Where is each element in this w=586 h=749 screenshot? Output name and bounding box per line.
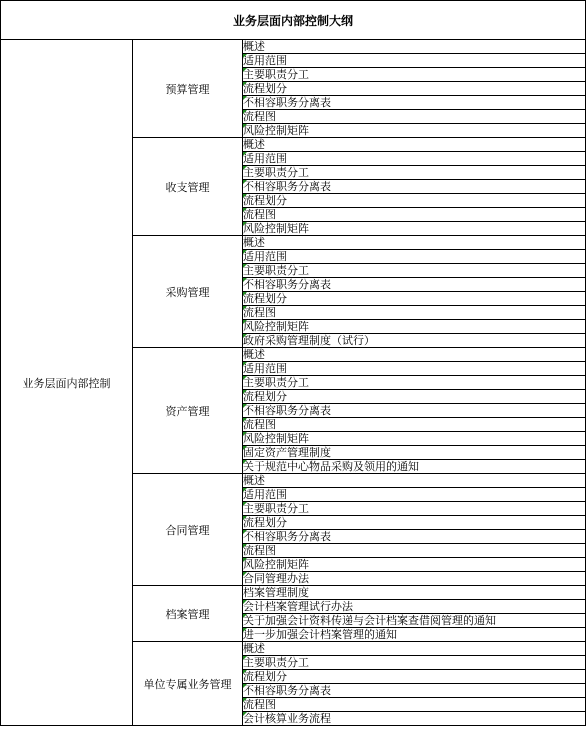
outline-item: 流程划分 [243,82,586,96]
outline-item: 不相容职务分离表 [243,278,586,292]
outline-item: 风险控制矩阵 [243,320,586,334]
section-name-cell: 合同管理 [133,474,243,586]
outline-item: 政府采购管理制度（试行） [243,334,586,348]
outline-item: 会计档案管理试行办法 [243,600,586,614]
section-name-cell: 单位专属业务管理 [133,642,243,726]
outline-item: 适用范围 [243,362,586,376]
outline-item: 概述 [243,40,586,54]
outline-item: 流程图 [243,306,586,320]
outline-item: 进一步加强会计档案管理的通知 [243,628,586,642]
outline-item: 适用范围 [243,488,586,502]
outline-item: 合同管理办法 [243,572,586,586]
outline-item: 不相容职务分离表 [243,96,586,110]
outline-item: 概述 [243,138,586,152]
outline-item: 概述 [243,348,586,362]
outline-item: 流程划分 [243,516,586,530]
outline-item: 不相容职务分离表 [243,404,586,418]
document-title: 业务层面内部控制大纲 [0,0,586,40]
outline-table [0,39,586,726]
outline-item: 概述 [243,642,586,656]
outline-item: 风险控制矩阵 [243,222,586,236]
outline-item: 适用范围 [243,250,586,264]
outline-item: 主要职责分工 [243,264,586,278]
outline-item: 适用范围 [243,54,586,68]
outline-item: 主要职责分工 [243,502,586,516]
outline-item: 不相容职务分离表 [243,684,586,698]
outline-item: 风险控制矩阵 [243,124,586,138]
outline-item: 流程图 [243,544,586,558]
outline-item: 固定资产管理制度 [243,446,586,460]
outline-body [1,40,586,726]
outline-item: 不相容职务分离表 [243,530,586,544]
outline-item: 流程图 [243,418,586,432]
outline-item: 流程划分 [243,390,586,404]
outline-item: 概述 [243,474,586,488]
outline-item: 流程图 [243,698,586,712]
outline-item: 主要职责分工 [243,68,586,82]
outline-item: 风险控制矩阵 [243,558,586,572]
section-name-cell: 采购管理 [133,236,243,348]
outline-item: 不相容职务分离表 [243,180,586,194]
main-category-cell: 业务层面内部控制 [1,40,133,726]
outline-item: 适用范围 [243,152,586,166]
outline-item: 关于规范中心物品采购及领用的通知 [243,460,586,474]
outline-item: 流程划分 [243,194,586,208]
outline-item: 主要职责分工 [243,166,586,180]
section-name-cell: 档案管理 [133,586,243,642]
outline-row [1,40,586,54]
outline-item: 流程图 [243,208,586,222]
outline-item: 会计核算业务流程 [243,712,586,726]
section-name-cell: 资产管理 [133,348,243,474]
outline-item: 流程图 [243,110,586,124]
outline-item: 风险控制矩阵 [243,432,586,446]
outline-item: 关于加强会计资料传递与会计档案查借阅管理的通知 [243,614,586,628]
outline-item: 档案管理制度 [243,586,586,600]
outline-item: 流程划分 [243,292,586,306]
section-name-cell: 预算管理 [133,40,243,138]
outline-item: 流程划分 [243,670,586,684]
outline-item: 主要职责分工 [243,656,586,670]
outline-item: 概述 [243,236,586,250]
outline-item: 主要职责分工 [243,376,586,390]
section-name-cell: 收支管理 [133,138,243,236]
